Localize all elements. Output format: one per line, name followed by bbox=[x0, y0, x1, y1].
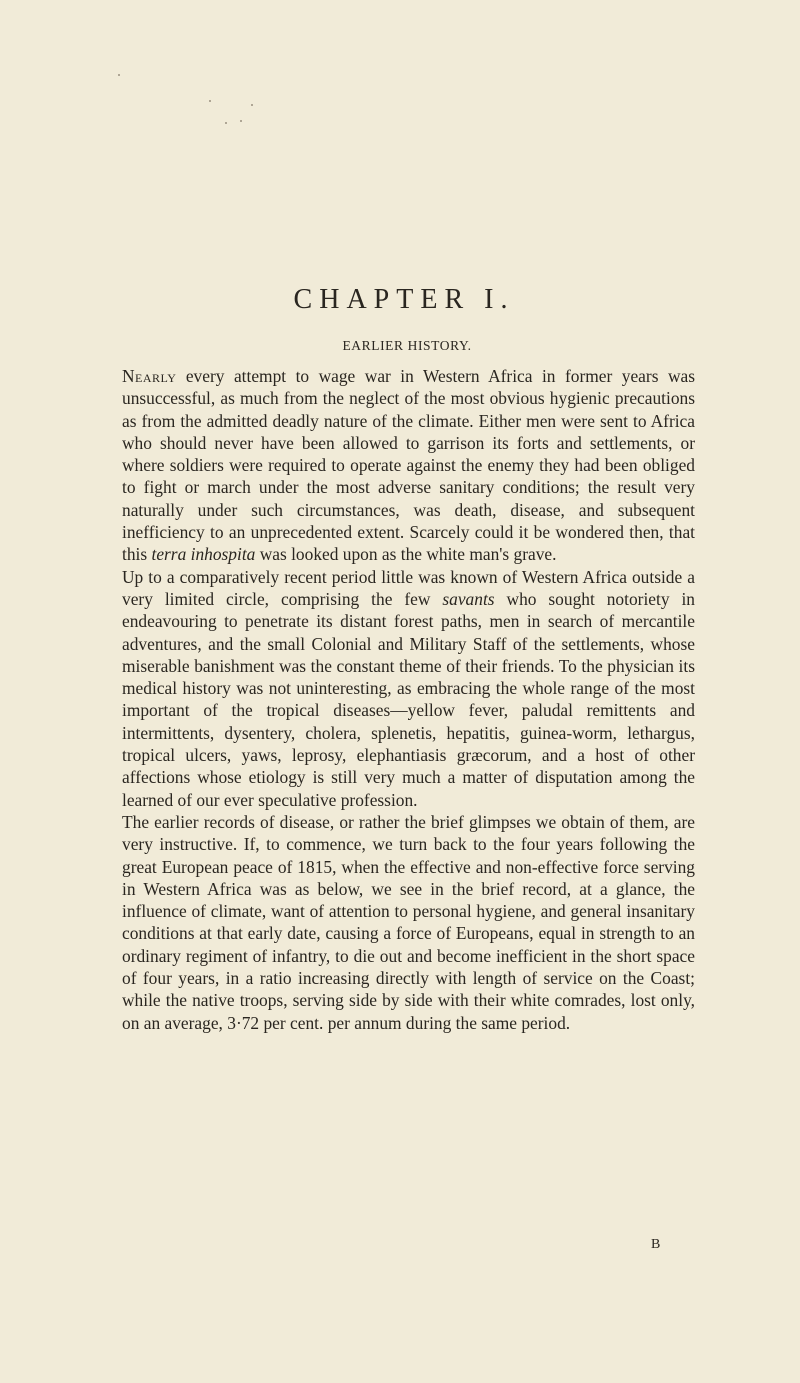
italic-term: savants bbox=[442, 588, 495, 609]
paragraph-3 bbox=[122, 811, 695, 1034]
text-run: was looked upon as the white man's grave. bbox=[255, 544, 557, 565]
paper-speck bbox=[225, 122, 227, 124]
italic-term: terra inhospita bbox=[151, 544, 256, 565]
text-run: Up to a comparatively recent period little was known of Western Africa outside a very limited circle, comprising the few bbox=[122, 566, 695, 609]
text-run: The earlier records of disease, or rather the brief glimpses we obtain of them, are very instructive. If, to commence, we turn back to the four years following the great European peace of 1815, when the effective and non-effective force serving in Western Africa was as below, we see in the brief record, at a glance, the influence of climate, want of attention to personal hygiene, and general insanitary conditions at that early date, causing a force of Europeans, equal in strength to an ordinary regiment of infantry, to die out and become inefficient in the short space of four years, in a ratio increasing directly with length of service on the Coast; while the native troops, serving side by side with their white comrades, lost only, on an average, 3·72 per cent. per annum during the same period. bbox=[122, 811, 695, 1033]
paper-speck bbox=[251, 104, 253, 106]
chapter-heading: CHAPTER I. bbox=[293, 284, 515, 315]
paragraph-1 bbox=[122, 365, 695, 566]
text-run: who sought notoriety in endeavouring to penetrate its distant forest paths, men in search of mercantile adventures, and the small Colonial and Military Staff of the settlements, whose miserable banishment was the constant theme of their friends. To the physician its medical history was not uninteresting, as embracing the whole range of the most important of the tropical diseases—yellow fever, paludal remittents and intermittents, dysentery, cholera, splenetis, hepatitis, guinea-worm, lethargus, tropical ulcers, yaws, leprosy, elephantiasis græcorum, and a host of other affections whose etiology is still very much a matter of disputation among the learned of our ever speculative profession. bbox=[122, 588, 695, 810]
paragraph-2 bbox=[122, 566, 695, 811]
lead-word: Nearly bbox=[122, 366, 177, 386]
paper-speck bbox=[209, 100, 211, 102]
paper-speck bbox=[240, 120, 242, 122]
paper-speck bbox=[118, 74, 120, 76]
signature-mark: B bbox=[651, 1237, 661, 1252]
text-run: every attempt to wage war in Western Africa in former years was unsuccessful, as much from the neglect of the most obvious hygienic precautions as from the admitted deadly nature of the climate. Either men were sent to Africa who should never have been allowed to garrison its forts and settlements, or where soldiers were required to operate against the enemy they had been obliged to fight or march under the most adverse sanitary conditions; the result very naturally under such circumstances, was death, disease, and subsequent inefficiency to an unprecedented extent. Scarcely could it be wondered then, that this bbox=[122, 366, 695, 565]
body-text bbox=[122, 365, 695, 1034]
section-title: EARLIER HISTORY. bbox=[342, 338, 472, 353]
